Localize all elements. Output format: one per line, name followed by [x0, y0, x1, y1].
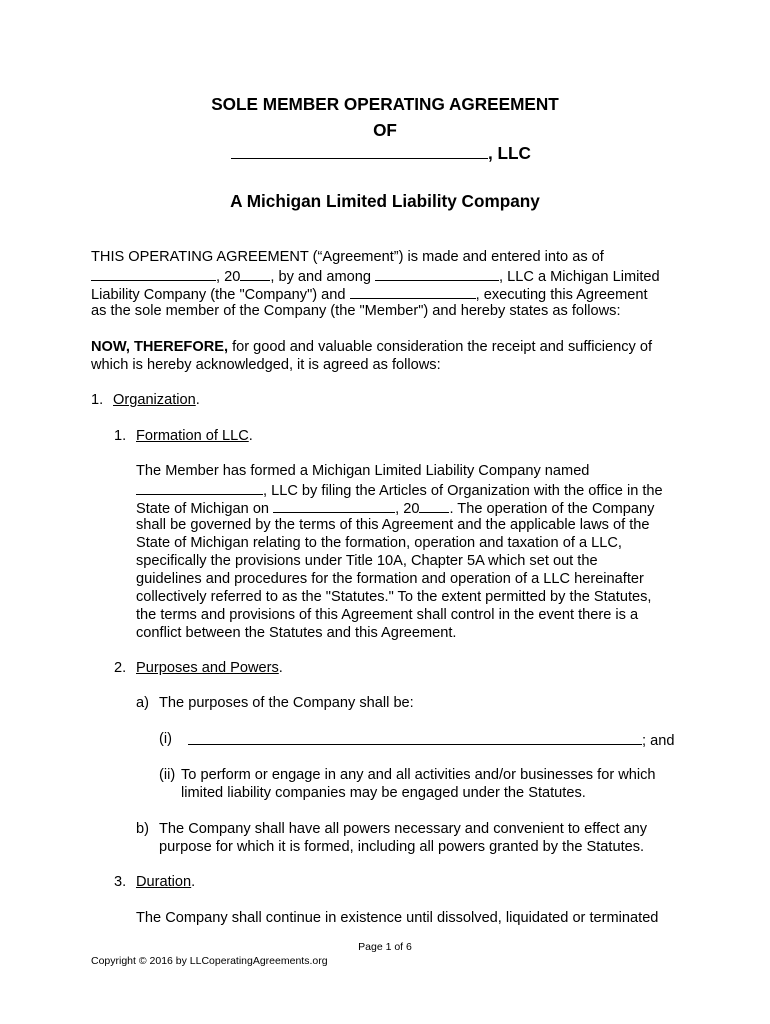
purpose-ii-line-1: To perform or engage in any and all activities and/or businesses for which	[181, 767, 656, 783]
now-therefore-line-2: which is hereby acknowledged, it is agreed as follows:	[91, 357, 441, 373]
formation-line-3: State of Michigan on , 20 . The operation of the Company	[136, 498, 654, 518]
page-number: Page 1 of 6	[358, 941, 412, 953]
company-name-blank	[231, 144, 488, 159]
filing-date-blank	[273, 498, 395, 513]
llc-name-blank	[136, 480, 263, 495]
section-1-2-heading: Purposes and Powers.	[136, 660, 283, 676]
section-1-number: 1.	[91, 392, 104, 408]
purposes-a-text: The purposes of the Company shall be:	[159, 695, 414, 711]
intro-line-3: Liability Company (the "Company") and , executing this Agreement	[91, 284, 648, 304]
purpose-ii-label: (ii)	[159, 767, 176, 783]
purpose-i-line: ; and	[188, 730, 674, 750]
year-blank	[240, 266, 270, 281]
section-1-1-number: 1.	[114, 428, 127, 444]
section-1-2-number: 2.	[114, 660, 127, 676]
formation-line-5: State of Michigan relating to the formation, operation and taxation of a LLC,	[136, 535, 622, 551]
purpose-i-label: (i)	[159, 731, 172, 747]
company-blank	[375, 266, 499, 281]
copyright-notice: Copyright © 2016 by LLCoperatingAgreements.org	[91, 955, 328, 967]
purpose-blank	[188, 730, 642, 745]
document-subtitle: A Michigan Limited Liability Company	[230, 191, 540, 211]
formation-line-2: , LLC by filing the Articles of Organization with the office in the	[136, 480, 663, 500]
section-1-3-number: 3.	[114, 874, 127, 890]
now-therefore-line-1: NOW, THEREFORE, for good and valuable consideration the receipt and sufficiency of	[91, 339, 653, 355]
intro-line-4: as the sole member of the Company (the "Member") and hereby states as follows:	[91, 303, 621, 319]
formation-line-1: The Member has formed a Michigan Limited Liability Company named	[136, 463, 590, 479]
formation-line-7: guidelines and procedures for the formation and operation of a LLC hereinafter	[136, 571, 644, 587]
formation-line-4: shall be governed by the terms of this Agreement and the applicable laws of the	[136, 517, 650, 533]
intro-line-1: THIS OPERATING AGREEMENT (“Agreement”) is made and entered into as of	[91, 249, 604, 265]
document-title-of: OF	[373, 120, 397, 140]
date-blank	[91, 266, 216, 281]
purposes-a-label: a)	[136, 695, 149, 711]
company-name-line: , LLC	[231, 143, 531, 164]
section-1-3-heading: Duration.	[136, 874, 196, 890]
powers-b-line-2: purpose for which it is formed, including all powers granted by the Statutes.	[159, 839, 645, 855]
formation-line-6: specifically the provisions under Title 10A, Chapter 5A which set out the	[136, 553, 598, 569]
section-1-1-heading: Formation of LLC.	[136, 428, 253, 444]
formation-line-8: collectively referred to as the "Statutes." To the extent permitted by the Statutes,	[136, 589, 652, 605]
member-blank	[350, 284, 476, 299]
intro-line-2: , 20 , by and among , LLC a Michigan Limited	[91, 266, 660, 286]
formation-line-9: the terms and provisions of this Agreement shall control in the event there is a	[136, 607, 639, 623]
filing-year-blank	[419, 498, 449, 513]
purpose-ii-line-2: limited liability companies may be engaged under the Statutes.	[181, 785, 586, 801]
section-1-heading: Organization.	[113, 392, 200, 408]
powers-b-line-1: The Company shall have all powers necessary and convenient to effect any	[159, 821, 648, 837]
document-title: SOLE MEMBER OPERATING AGREEMENT	[211, 94, 559, 114]
duration-line-1: The Company shall continue in existence until dissolved, liquidated or terminated	[136, 910, 659, 926]
formation-line-10: conflict between the Statutes and this Agreement.	[136, 625, 457, 641]
powers-b-label: b)	[136, 821, 149, 837]
